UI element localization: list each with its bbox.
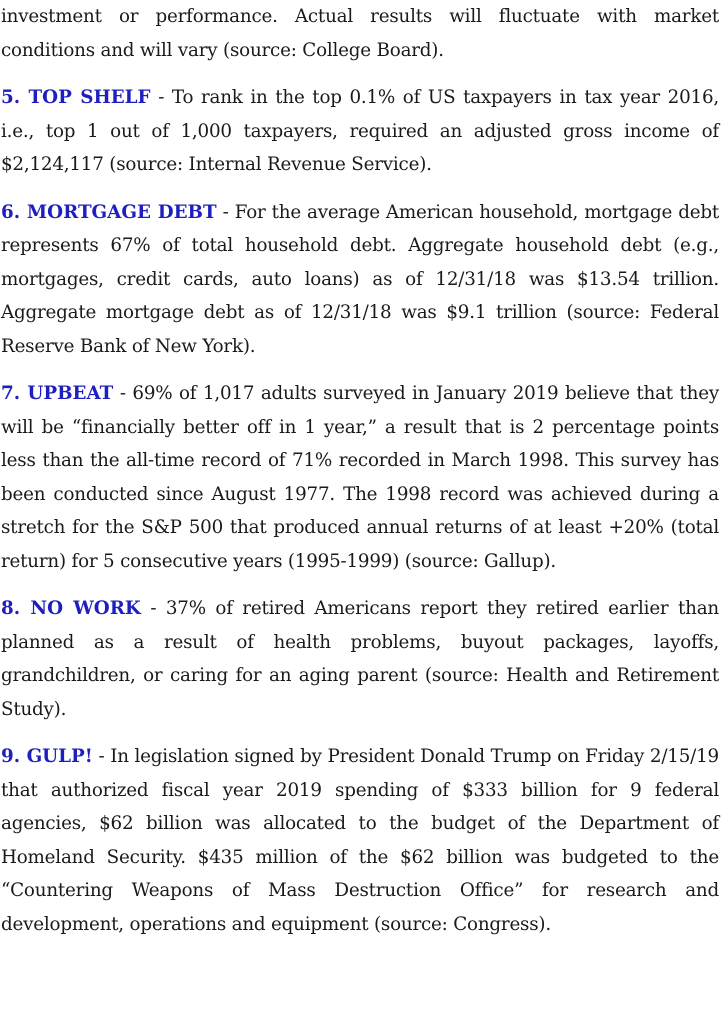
item-heading-no-work: 8. NO WORK: [1, 598, 141, 619]
item-top-shelf: [1, 81, 719, 182]
item-no-work: [1, 592, 719, 726]
item-gulp: [1, 740, 719, 941]
item-heading-mortgage-debt: 6. MORTGAGE DEBT: [1, 201, 217, 223]
item-heading-top-shelf: 5. TOP SHELF: [1, 87, 151, 108]
item-body-no-work: - 37% of retired Americans report they retired earlier than planned as a result of health problems, buyout packages, layoffs, grandchildren, or caring for an aging parent (source: Health and Retirement Study).: [1, 598, 719, 720]
item-body-gulp: - In legislation signed by President Donald Trump on Friday 2/15/19 that authorized fiscal year 2019 spending of $333 billion for 9 federal agencies, $62 billion was allocated to the budget of the Department of Homeland Security. $435 million of the $62 billion was budgeted to the “Countering Weapons of Mass Destruction Office” for research and development, operations and equipment (source: Congress).: [1, 746, 719, 935]
lead-paragraph: investment or performance. Actual results will fluctuate with market conditions and will vary (source: College Board).: [1, 6, 719, 61]
item-body-mortgage-debt: - For the average American household, mortgage debt represents 67% of total household debt. Aggregate household debt (e.g., mortgages, credit cards, auto loans) as of 12/31/18 was $13.54 trillion. Aggregate mortgage debt as of 12/31/18 was $9.1 trillion (source: Federal Reserve Bank of New York).: [1, 201, 719, 357]
item-mortgage-debt: [1, 196, 719, 364]
item-body-top-shelf: - To rank in the top 0.1% of US taxpayers in tax year 2016, i.e., top 1 out of 1,000 taxpayers, required an adjusted gross income of $2,124,117 (source: Internal Revenue Service).: [1, 87, 719, 175]
item-heading-gulp: 9. GULP!: [1, 746, 93, 767]
item-body-upbeat: - 69% of 1,017 adults surveyed in January 2019 believe that they will be “financially better off in 1 year,” a result that is 2 percentage points less than the all-time record of 71% recorded in March 1998. This survey has been conducted since August 1977. The 1998 record was achieved during a stretch for the S&P 500 that produced annual returns of at least +20% (total return) for 5 consecutive years (1995-1999) (source: Gallup).: [1, 383, 719, 572]
item-heading-upbeat: 7. UPBEAT: [1, 383, 114, 404]
item-upbeat: [1, 377, 719, 578]
